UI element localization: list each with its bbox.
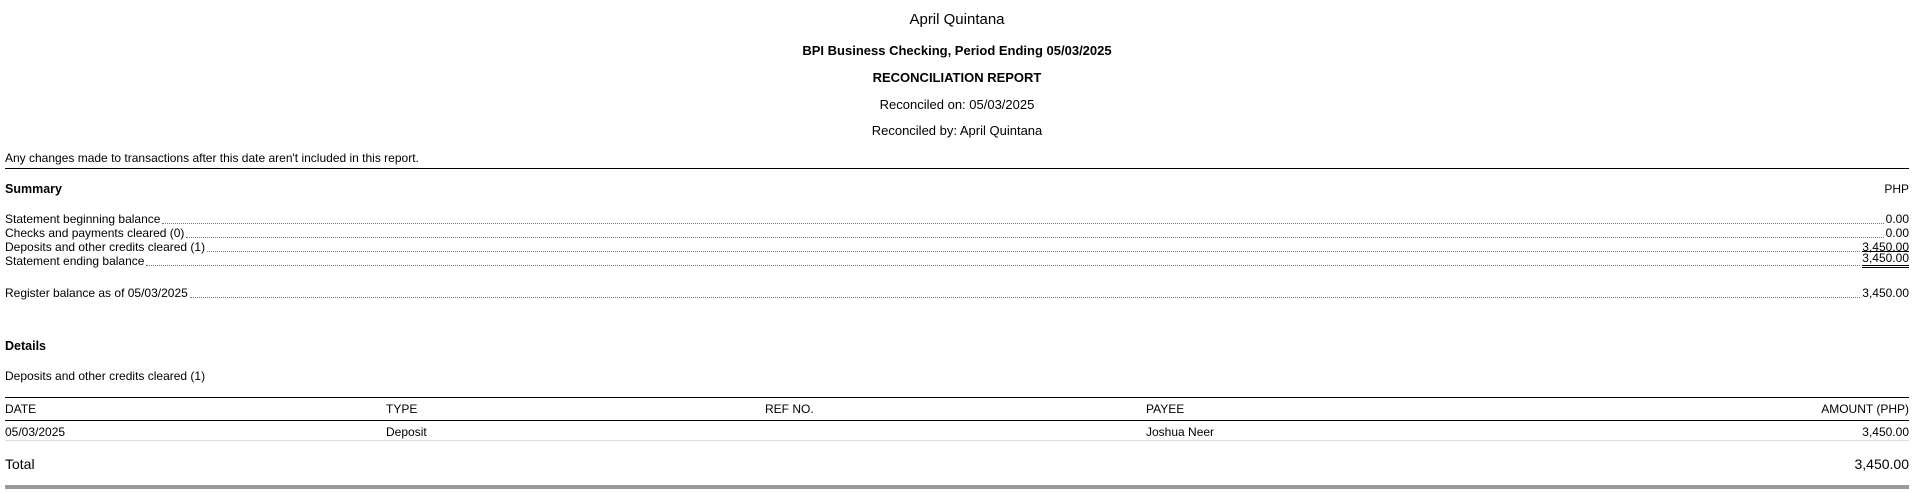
report-disclaimer: Any changes made to transactions after this date aren't included in this report. <box>5 151 1909 169</box>
summary-row-amount: 0.00 <box>1885 226 1909 240</box>
account-period-line: BPI Business Checking, Period Ending 05/03/2025 <box>802 43 1112 58</box>
cell-amount: 3,450.00 <box>1862 425 1909 439</box>
summary-row-amount: 0.00 <box>1885 212 1909 226</box>
total-row <box>5 449 1909 489</box>
details-subheading: Deposits and other credits cleared (1) <box>5 369 206 383</box>
summary-row-label: Statement ending balance <box>5 254 145 268</box>
column-header-payee: PAYEE <box>1146 402 1185 416</box>
cell-date: 05/03/2025 <box>5 425 66 439</box>
table-row <box>5 421 1909 441</box>
summary-heading: Summary <box>5 182 62 196</box>
reconciled-by-text: Reconciled by: April Quintana <box>871 123 1043 138</box>
column-header-amount: AMOUNT (PHP) <box>1821 402 1909 416</box>
summary-row-beginning-balance <box>5 212 1909 226</box>
leader-dots <box>190 297 1860 298</box>
column-header-ref-no: REF NO. <box>765 402 814 416</box>
company-name: April Quintana <box>909 11 1005 28</box>
summary-row-label: Checks and payments cleared (0) <box>5 226 185 240</box>
details-table-header <box>5 397 1909 421</box>
summary-row-amount: 3,450.00 <box>1862 251 1909 268</box>
leader-dots <box>186 237 1883 238</box>
currency-label: PHP <box>1884 182 1909 196</box>
column-header-type: TYPE <box>386 402 418 416</box>
summary-row-label: Deposits and other credits cleared (1) <box>5 240 206 254</box>
leader-dots <box>207 251 1860 252</box>
register-balance-label: Register balance as of 05/03/2025 <box>5 286 188 300</box>
column-header-date: DATE <box>5 402 37 416</box>
register-balance-amount: 3,450.00 <box>1862 286 1909 300</box>
report-title: RECONCILIATION REPORT <box>872 70 1042 85</box>
total-label: Total <box>5 456 35 472</box>
summary-row-label: Statement beginning balance <box>5 212 161 226</box>
summary-row-deposits-credits <box>5 240 1909 254</box>
details-heading: Details <box>5 339 46 353</box>
summary-row-checks-payments <box>5 226 1909 240</box>
total-amount: 3,450.00 <box>1854 456 1909 472</box>
cell-type: Deposit <box>386 425 427 439</box>
summary-row-amount: 3,450.00 <box>1862 240 1909 254</box>
leader-dots <box>146 265 1860 266</box>
reconciled-on-text: Reconciled on: 05/03/2025 <box>879 97 1035 112</box>
register-balance-row <box>5 286 1909 300</box>
summary-row-ending-balance <box>5 251 1909 268</box>
cell-payee: Joshua Neer <box>1146 425 1215 439</box>
leader-dots <box>162 223 1883 224</box>
